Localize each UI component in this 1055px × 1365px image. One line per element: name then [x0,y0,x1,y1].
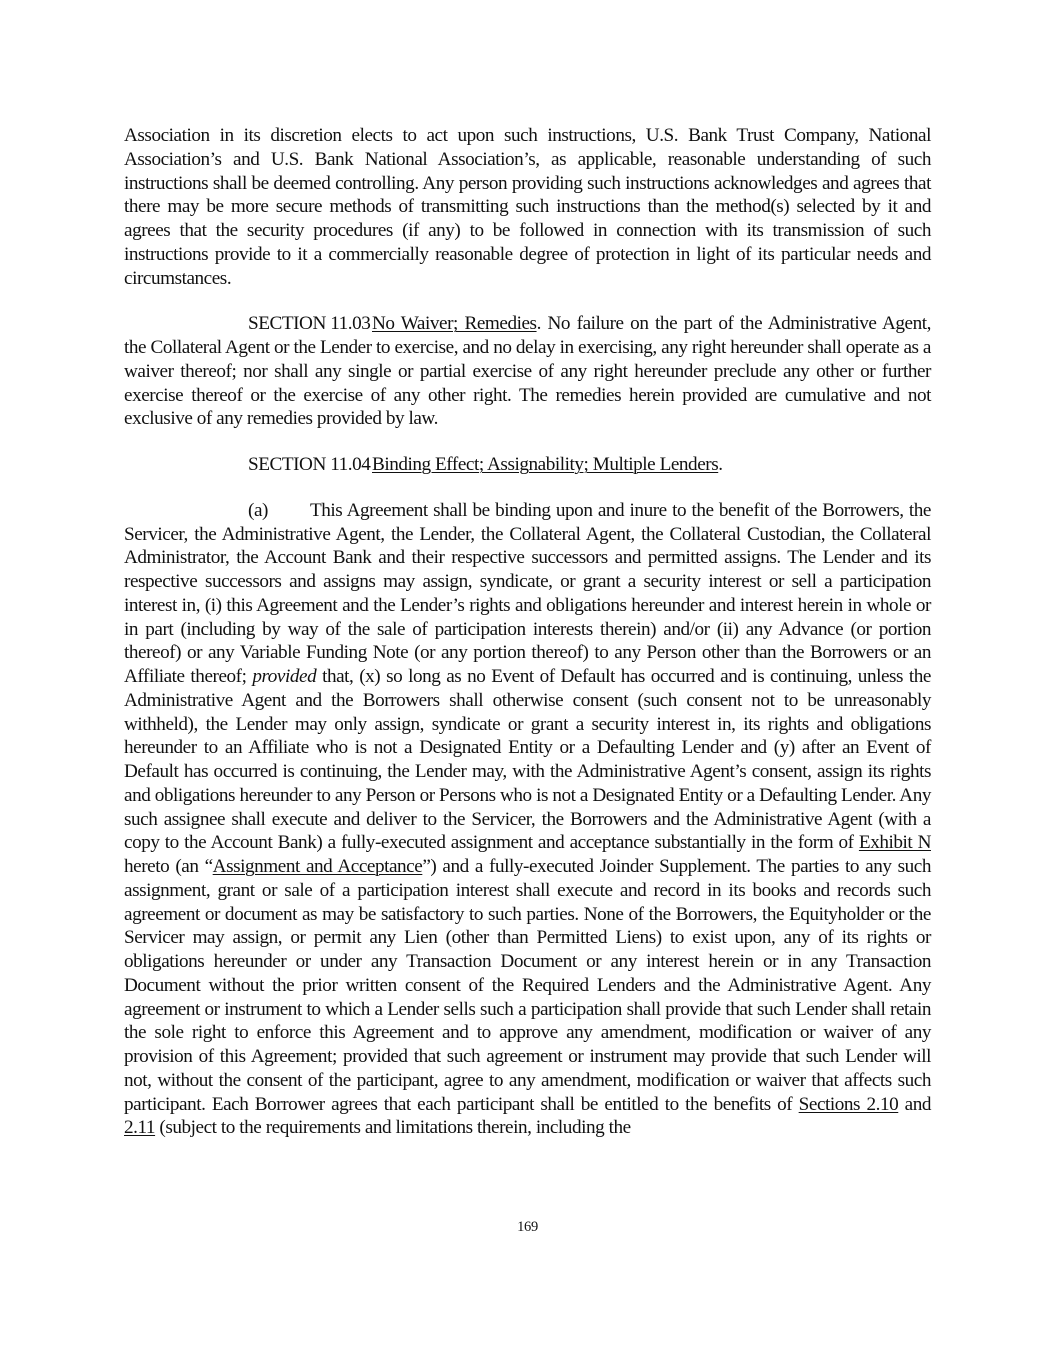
subsection-a-text-2: that, (x) so long as no Event of Default has occurred and is continuing, unless the Administrative Agent and the Borrowers shall otherwise consent (such consent not to be unreasonably withheld), the Lender may only assign, syndicate or grant a security interest in, its rights and obligations hereunder to an Affiliate who is not a Designated Entity or a Defaulting Lender and (y) after an Event of Default has occurred is continuing, the Lender may, with the Administrative Agent’s consent, assign its rights and obligations hereunder to any Person or Persons who is not a Designated Entity or a Defaulting Lender. Any such assignee shall execute and deliver to the Servicer, the Borrowers and the Administrative Agent (with a copy to the Account Bank) a fully-executed assignment and acceptance substantially in the form of [124,666,931,854]
section-11-03-paragraph [124,312,931,431]
section-11-03-number: SECTION 11.03 [248,313,371,335]
paragraph-spacer [124,431,931,453]
continuation-text: Association in its discretion elects to act upon such instructions, U.S. Bank Trust Company, National Association’s and U.S. Bank National Association’s, as applicable, reasonable understanding of such instructions shall be deemed controlling. Any person providing such instructions acknowledges and agrees that there may be more secure methods of transmitting such instructions than the method(s) selected by it and agrees that the security procedures (if any) to be followed in connection with its transmission of such instructions provide to it a commercially reasonable degree of protection in light of its particular needs and circumstances. [124,125,931,289]
exhibit-n-reference: Exhibit N [858,832,931,854]
subsection-a-text-1: This Agreement shall be binding upon and inure to the benefit of the Borrowers, the Servicer, the Administrative Agent, the Lender, the Collateral Agent, the Collateral Custodian, the Collateral Administrator, the Account Bank and their respective successors and permitted assigns. The Lender and its respective successors and assigns may assign, syndicate, or grant a security interest or sell a participation interest in, (i) this Agreement and the Lender’s rights and obligations hereunder and interest herein in whole or in part (including by way of the sale of participation interests therein) and/or (ii) any Advance (or portion thereof) or any Variable Funding Note (or any portion thereof) to any Person other than the Borrowers or an Affiliate thereof; [124,499,931,687]
section-11-03-body: No failure on the part of the Administrative Agent, the Collateral Agent or the Lender to exercise, and no delay in exercising, any right hereunder shall operate as a waiver thereof; nor shall any single or partial exercise of any right hereunder preclude any other or further exercise thereof or the exercise of any other right. The remedies herein provided are cumulative and not exclusive of any remedies provided by law. [124,313,931,430]
section-11-04-heading [124,453,931,477]
subsection-a-paragraph [124,499,931,1140]
subsection-a-text-5: and [898,1093,932,1115]
section-11-04-title-period: . [718,454,723,475]
page-number: 169 [517,1219,538,1235]
section-11-04-number: SECTION 11.04 [248,454,371,475]
subsection-a-text-4: ”) and a fully-executed Joinder Supplement. The parties to any such assignment, grant or sale of a participation interest shall execute and record in its books and records such agreement or document as may be satisfactory to such parties. None of the Borrowers, the Equityholder or the Servicer may assign, or permit any Lien (other than Permitted Liens) to exist upon, any of its rights or obligations hereunder or under any Transaction Document or any interest herein or in any Transaction Document without the prior written consent of the Required Lenders and the Administrative Agent. Any agreement or instrument to which a Lender sells such a participation shall provide that such Lender shall retain the sole right to enforce this Agreement and to approve any amendment, modification or waiver of any provision of this Agreement; provided that such agreement or instrument may provide that such Lender will not, without the consent of the participant, agree to any amendment, modification or waiver that affects such participant. Each Borrower agrees that each participant shall be entitled to the benefits of [124,856,931,1115]
assignment-and-acceptance-term: Assignment and Acceptance [212,856,423,877]
section-2-11-reference: 2.11 [124,1117,156,1139]
section-11-04-title: Binding Effect; Assignability; Multiple Lenders [372,454,719,475]
paragraph-spacer [124,290,931,312]
section-11-03-title-period: . [536,313,541,335]
subsection-a-text-6: (subject to the requirements and limitations therein, including the [155,1117,631,1139]
subsection-a-label: (a) [248,499,268,521]
continuation-paragraph [124,124,931,290]
paragraph-spacer [124,477,931,499]
sections-2-10-reference: Sections 2.10 [798,1093,899,1115]
subsection-a-text-3: hereto (an “ [124,856,213,877]
document-page [124,124,931,1140]
section-11-03-title: No Waiver; Remedies [372,313,537,335]
provided-italic-term: provided [252,666,317,687]
